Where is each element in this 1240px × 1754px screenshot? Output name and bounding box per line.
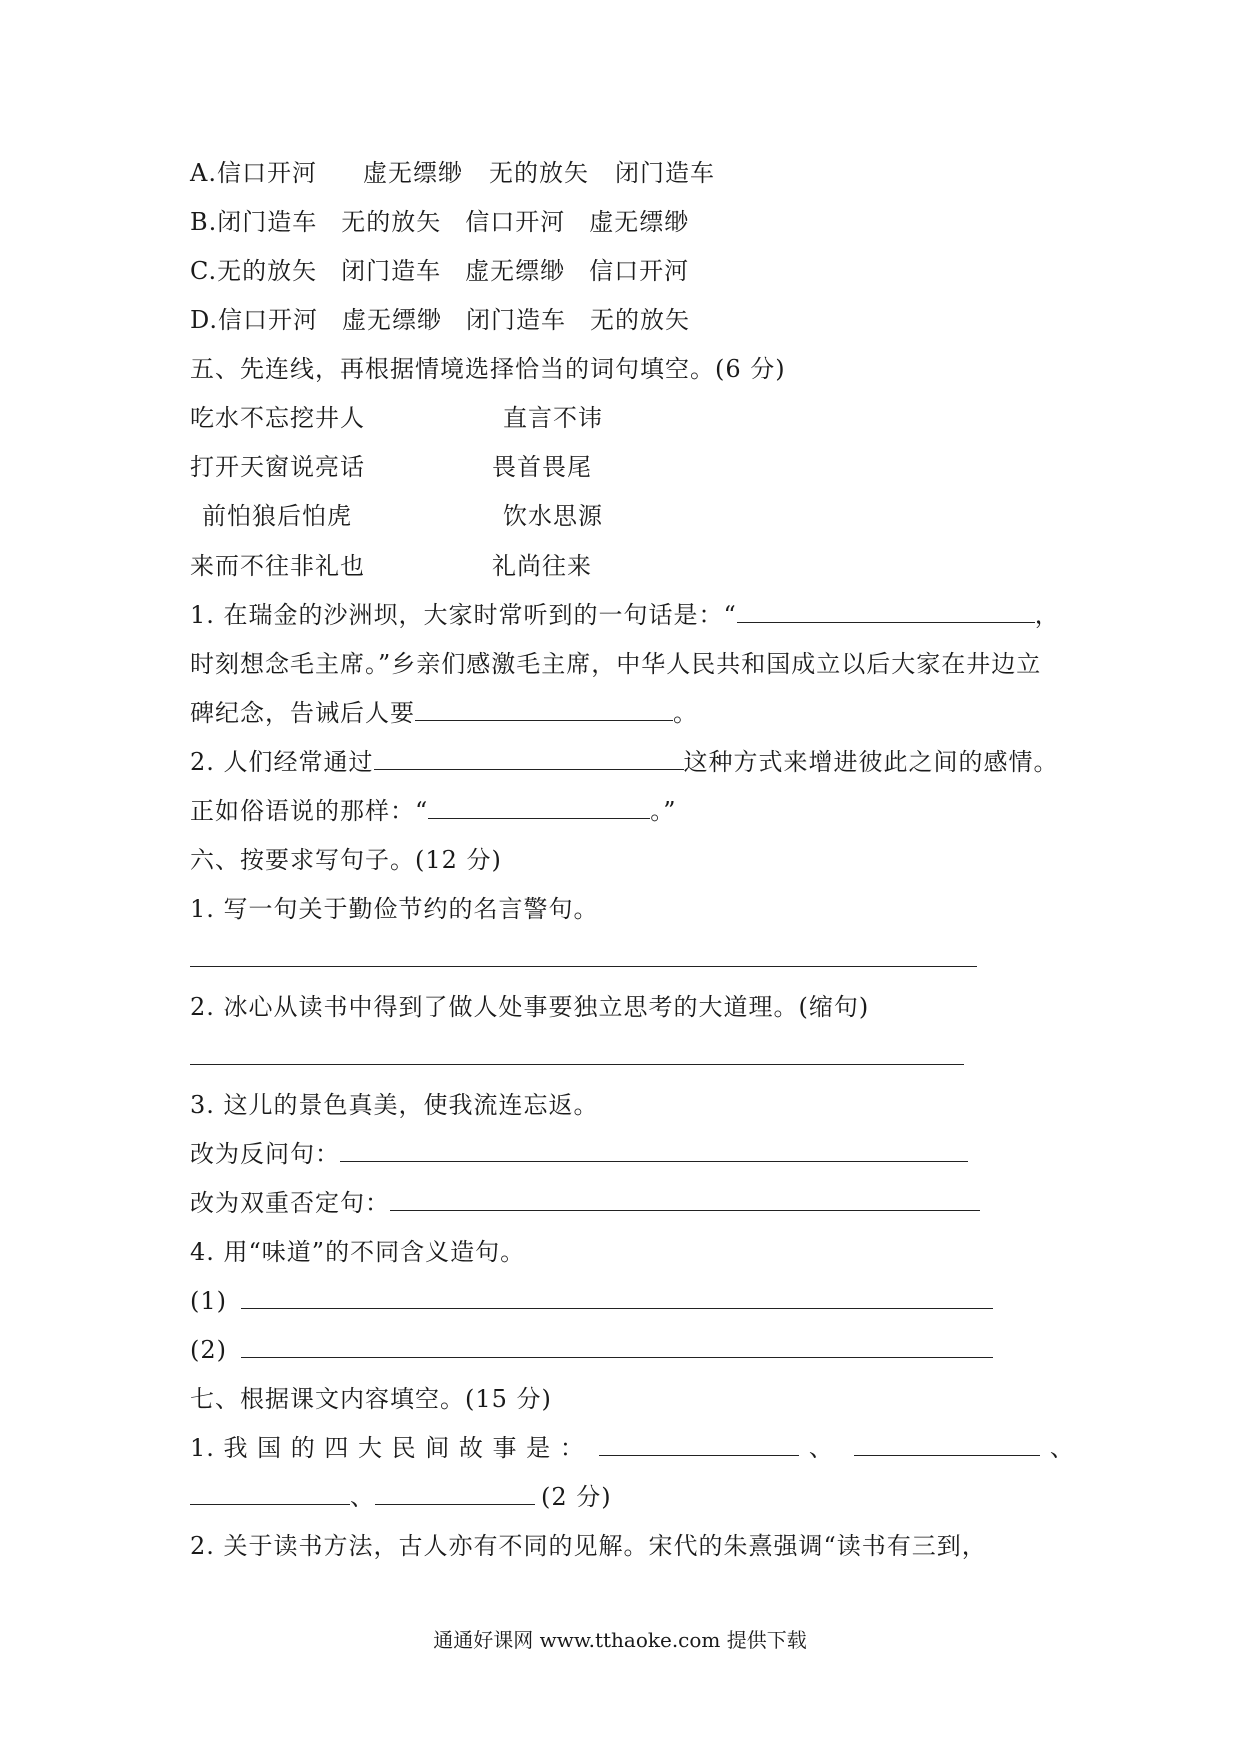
option-d	[190, 303, 690, 337]
option-item: 闭门造车	[217, 208, 318, 236]
s5-q2-line1	[190, 745, 1059, 779]
match-left-1: 吃水不忘挖井人	[190, 404, 365, 432]
match-right-3: 饮水思源	[503, 502, 603, 530]
option-item: 闭门造车	[466, 306, 567, 334]
fill-blank[interactable]	[241, 1335, 993, 1358]
fill-blank[interactable]	[415, 698, 673, 721]
item-number: (1)	[190, 1287, 227, 1315]
option-letter: C.	[190, 257, 218, 285]
option-item: 无的放矢	[488, 159, 589, 187]
match-left-4: 来而不往非礼也	[190, 552, 365, 580]
answer-line[interactable]	[190, 1064, 964, 1065]
fill-blank[interactable]	[390, 1188, 980, 1211]
option-item: 闭门造车	[341, 257, 442, 285]
option-item: 信口开河	[465, 208, 566, 236]
s7-q1-text: 1. 我 国 的 四 大 民 间 故 事 是 ：	[190, 1434, 585, 1462]
fill-blank[interactable]	[599, 1433, 799, 1456]
s7-q2: 2. 关于读书方法，古人亦有不同的见解。宋代的朱熹强调“读书有三到，	[190, 1532, 987, 1560]
s5-q1-comma: ，	[1034, 601, 1060, 629]
s5-q2-text: 正如俗语说的那样：“	[190, 797, 429, 825]
section-6-heading: 六、按要求写句子。(12 分)	[190, 846, 502, 874]
s6-q3-label: 改为反问句：	[190, 1140, 340, 1168]
fill-blank[interactable]	[428, 796, 650, 819]
s7-q1-line1	[190, 1431, 1075, 1465]
option-item: 无的放矢	[341, 208, 442, 236]
s5-q2-text: 这种方式来增进彼此之间的感情。	[683, 748, 1059, 776]
s5-q2-line2	[190, 794, 677, 828]
s5-q1-text: 碑纪念，告诫后人要	[190, 699, 415, 727]
option-item: 信口开河	[218, 306, 319, 334]
s5-q1-period: 。	[673, 699, 698, 727]
s5-q2-text: 2. 人们经常通过	[190, 748, 374, 776]
separator: 、	[808, 1434, 834, 1462]
s6-q2: 2. 冰心从读书中得到了做人处事要独立思考的大道理。(缩句)	[190, 993, 870, 1021]
s5-q1-line1	[190, 598, 1060, 632]
option-c	[190, 254, 689, 288]
separator: 、	[350, 1483, 375, 1511]
match-left-3: 前怕狼后怕虎	[202, 502, 352, 530]
s6-q3-double-negative	[190, 1186, 980, 1220]
s5-q1-line3	[190, 696, 698, 730]
option-item: 虚无缥缈	[589, 208, 690, 236]
s6-q3-rhetorical	[190, 1137, 968, 1171]
section-5-heading: 五、先连线，再根据情境选择恰当的词句填空。(6 分)	[190, 355, 786, 383]
s6-q1: 1. 写一句关于勤俭节约的名言警句。	[190, 895, 599, 923]
fill-blank[interactable]	[340, 1139, 968, 1162]
item-number: (2)	[190, 1336, 227, 1364]
match-right-4: 礼尚往来	[492, 552, 592, 580]
option-b	[190, 205, 689, 239]
s6-q4-item1	[190, 1284, 993, 1318]
s6-q4-item2	[190, 1333, 993, 1367]
option-item: 信口开河	[589, 257, 690, 285]
option-item: 无的放矢	[590, 306, 691, 334]
option-letter: B.	[190, 208, 218, 236]
option-item: 虚无缥缈	[362, 159, 463, 187]
match-right-2: 畏首畏尾	[492, 453, 592, 481]
answer-line[interactable]	[190, 966, 977, 967]
s7-q1-line2	[190, 1480, 612, 1514]
option-item: 信口开河	[216, 159, 317, 187]
option-a	[190, 156, 715, 190]
score-label: (2 分)	[541, 1483, 612, 1511]
option-item: 虚无缥缈	[342, 306, 443, 334]
option-item: 虚无缥缈	[465, 257, 566, 285]
s6-q4: 4. 用“味道”的不同含义造句。	[190, 1238, 526, 1266]
option-item: 闭门造车	[614, 159, 715, 187]
option-letter: D.	[190, 306, 219, 334]
option-letter: A.	[190, 159, 217, 187]
s6-q3-label: 改为双重否定句：	[190, 1189, 390, 1217]
section-7-heading: 七、根据课文内容填空。(15 分)	[190, 1385, 552, 1413]
fill-blank[interactable]	[241, 1286, 993, 1309]
separator: 、	[1049, 1434, 1075, 1462]
s6-q3: 3. 这儿的景色真美，使我流连忘返。	[190, 1091, 599, 1119]
fill-blank[interactable]	[374, 747, 684, 770]
match-right-1: 直言不讳	[503, 404, 603, 432]
s5-q2-text: 。”	[650, 797, 677, 825]
fill-blank[interactable]	[190, 1482, 350, 1505]
fill-blank[interactable]	[375, 1482, 535, 1505]
fill-blank[interactable]	[737, 600, 1035, 623]
fill-blank[interactable]	[854, 1433, 1040, 1456]
option-item: 无的放矢	[217, 257, 318, 285]
s5-q1-text: 1. 在瑞金的沙洲坝，大家时常听到的一句话是：“	[190, 601, 737, 629]
s5-q1-line2: 时刻想念毛主席。”乡亲们感激毛主席，中华人民共和国成立以后大家在井边立	[190, 650, 1042, 678]
match-left-2: 打开天窗说亮话	[190, 453, 365, 481]
page-footer: 通通好课网 www.tthaoke.com 提供下载	[433, 1628, 807, 1652]
